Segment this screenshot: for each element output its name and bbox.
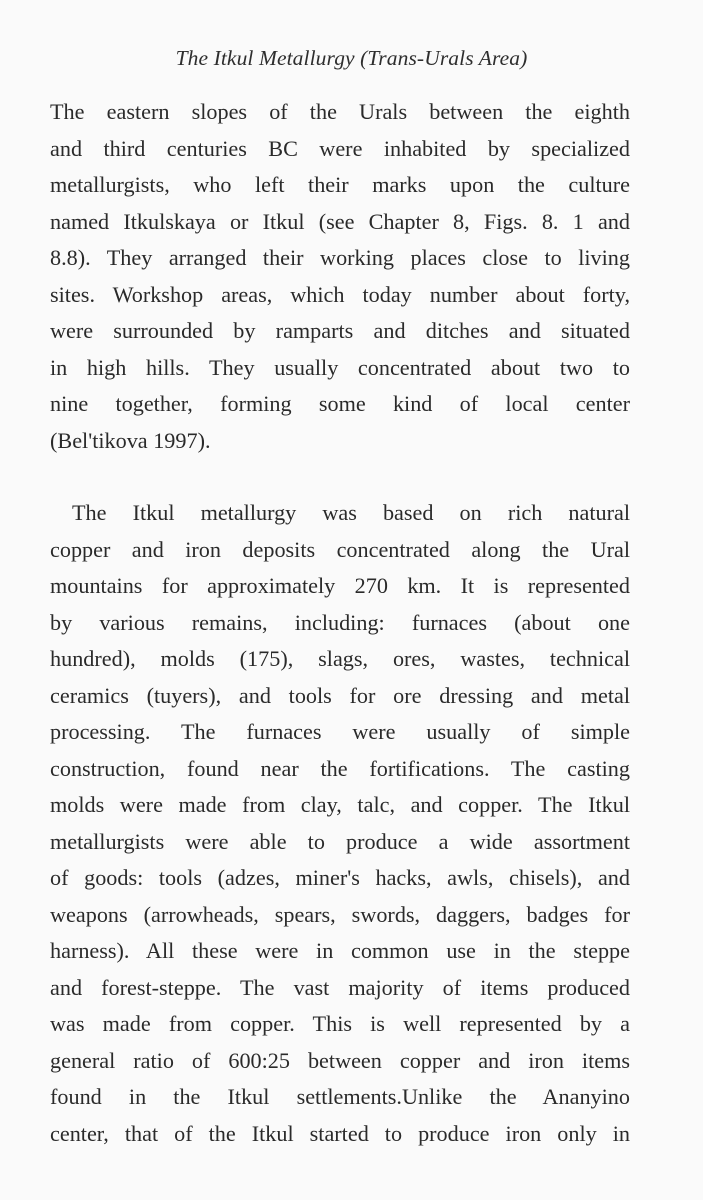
text-line: were surrounded by ramparts and ditches and situated bbox=[50, 318, 630, 343]
text-line: mountains for approximately 270 km. It is represented bbox=[50, 573, 630, 598]
text-line: weapons (arrowheads, spears, swords, daggers, badges for bbox=[50, 901, 630, 927]
text-line: by various remains, including: furnaces (about one bbox=[50, 609, 630, 635]
text-line: processing. The furnaces were usually of simple bbox=[50, 719, 630, 744]
text-line: center, that of the Itkul started to produce iron only in bbox=[50, 1120, 630, 1146]
text-line: was made from copper. This is well represented by a bbox=[50, 1011, 630, 1036]
text-line: harness). All these were in common use in the steppe bbox=[50, 938, 630, 963]
text-line: of goods: tools (adzes, miner's hacks, awls, chisels), and bbox=[50, 865, 630, 890]
text-line: ceramics (tuyers), and tools for ore dressing and metal bbox=[50, 682, 630, 708]
text-line: metallurgists, who left their marks upon the culture bbox=[50, 172, 630, 197]
page-title: The Itkul Metallurgy (Trans-Urals Area) bbox=[175, 46, 528, 70]
text-line: copper and iron deposits concentrated along the Ural bbox=[50, 536, 630, 562]
text-line: The eastern slopes of the Urals between the eighth bbox=[50, 99, 630, 124]
text-line: and forest-steppe. The vast majority of items produced bbox=[50, 974, 630, 1000]
text-line: 8.8). They arranged their working places close to living bbox=[50, 245, 630, 270]
text-line: nine together, forming some kind of local center bbox=[50, 391, 630, 416]
text-line: found in the Itkul settlements.Unlike the Ananyino bbox=[50, 1084, 630, 1109]
paragraph-1 bbox=[50, 94, 630, 459]
text-line: molds were made from clay, talc, and copper. The Itkul bbox=[50, 792, 630, 817]
text-line: sites. Workshop areas, which today number about forty, bbox=[50, 281, 630, 307]
text-line: (Bel'tikova 1997). bbox=[50, 427, 211, 453]
text-line: metallurgists were able to produce a wide assortment bbox=[50, 828, 630, 854]
text-line: construction, found near the fortifications. The casting bbox=[50, 755, 630, 781]
text-line: named Itkulskaya or Itkul (see Chapter 8, Figs. 8. 1 and bbox=[50, 208, 630, 234]
paragraph-2 bbox=[50, 495, 630, 1152]
text-line: and third centuries BC were inhabited by specialized bbox=[50, 135, 630, 161]
text-line: general ratio of 600:25 between copper and iron items bbox=[50, 1047, 630, 1073]
text-line: in high hills. They usually concentrated about two to bbox=[50, 354, 630, 380]
text-line: hundred), molds (175), slags, ores, wastes, technical bbox=[50, 646, 630, 671]
text-line: The Itkul metallurgy was based on rich natural bbox=[72, 500, 630, 525]
